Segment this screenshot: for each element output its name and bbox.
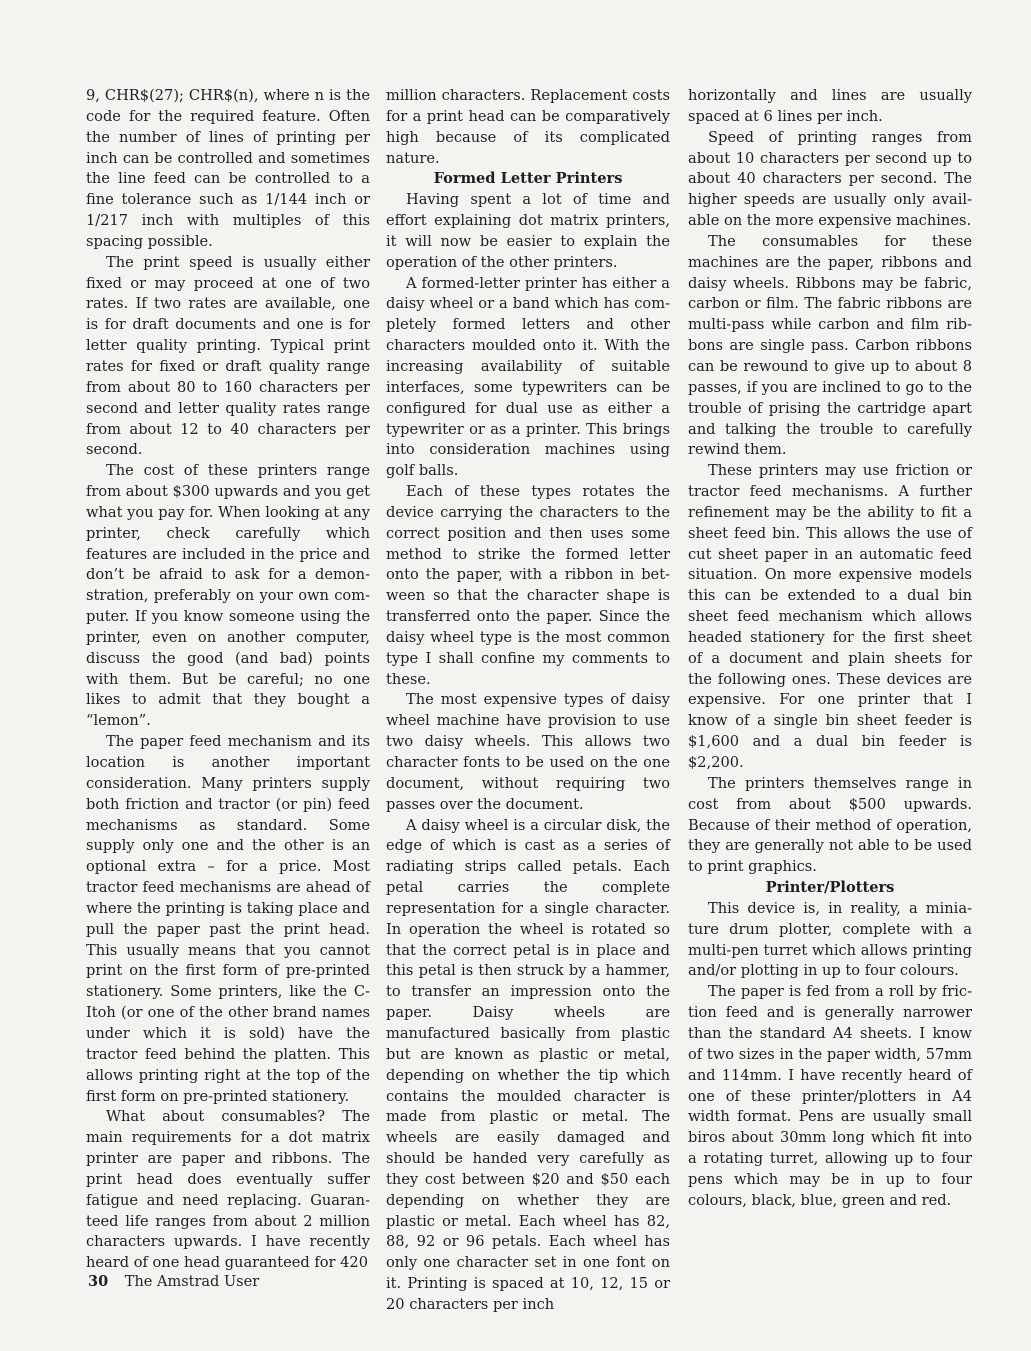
text-column-3	[688, 86, 972, 1212]
section-heading: Printer/Plotters	[765, 879, 895, 897]
paragraph: The print speed is usually either fixed or may proceed at one of two rates. If two rates are available, one is for draft documents and one is for letter quality printing. Typical print rates for fixed or draft quality range from about 80 to 160 characters per second and letter quality rates range from about 12 to 40 characters per second.	[86, 253, 370, 459]
paragraph: million characters. Replacement costs for a print head can be comparatively high because of its complicated nature.	[386, 87, 670, 167]
paragraph: The paper is fed from a roll by friction feed and is generally narrower than the standard A4 sheets. I know of two sizes in the paper width, 57mm and 114mm. I have recently heard of one of these printer/plotters in A4 width format. Pens are usually small biros about 30mm long which fit into a rotating turret, allowing up to four pens which may be in up to four colours, black, blue, green and red.	[688, 983, 972, 1209]
paragraph: The consumables for these machines are the paper, ribbons and daisy wheels. Ribbons may be fabric, carbon or film. The fabric ribbons are multi-pass while carbon and film ribbons are single pass. Carbon ribbons can be rewound to give up to about 8 passes, if you are inclined to go to the trouble of prising the cartridge apart and talking the trouble to carefully rewind them.	[688, 232, 972, 459]
paragraph: A daisy wheel is a circular disk, the edge of which is cast as a series of radiating strips called petals. Each petal carries the complete representation for a single character. In operation the wheel is rotated so that the correct petal is in place and this petal is then struck by a hammer, to transfer an impression onto the paper. Daisy wheels are manufactured basically from plastic but are known as plastic or metal, depending on whether the tip which contains the moulded character is made from plastic or metal. The wheels are easily damaged and should be handed very carefully as they cost between $20 and $50 each depending on whether they are plastic or metal. Each wheel has 82, 88, 92 or 96 petals. Each wheel has only one character set in one font on it. Printing is spaced at 10, 12, 15 or 20 characters per inch	[386, 816, 670, 1313]
paragraph: 9, CHR$(27); CHR$(n), where n is the code for the required feature. Often the number of lines of printing per inch can be controlled and sometimes the line feed can be controlled to a fine tolerance such as 1/144 inch or 1/217 inch with multiples of this spacing possible.	[86, 87, 370, 250]
paragraph: These printers may use friction or tractor feed mechanisms. A further refinement may be the ability to fit a sheet feed bin. This allows the use of cut sheet paper in an automatic feed situation. On more expensive models this can be extended to a dual bin sheet feed mechanism which allows headed stationery for the first sheet of a document and plain sheets for the following ones. These devices are expensive. For one printer that I know of a single bin sheet feeder is $1,600 and a dual bin feeder is $2,200.	[688, 462, 972, 771]
paragraph: horizontally and lines are usually spaced at 6 lines per inch.	[688, 87, 972, 125]
text-column-1	[86, 86, 370, 1274]
page-number: 30	[88, 1273, 109, 1290]
paragraph: What about consumables? The main requirements for a dot matrix printer are paper and ribbons. The print head does eventually suffer fatigue and need replacing. Guaranteed life ranges from about 2 million characters upwards. I have recently heard of one head guaranteed for 420	[86, 1108, 370, 1272]
publication-name: The Amstrad User	[124, 1274, 260, 1290]
paragraph: Each of these types rotates the device carrying the characters to the correct position and then uses some method to strike the formed letter onto the paper, with a ribbon in between so that the character shape is transferred onto the paper. Since the daisy wheel type is the most common type I shall confine my comments to these.	[386, 483, 670, 688]
paragraph: The printers themselves range in cost from about $500 upwards. Because of their method of operation, they are generally not able to be used to print graphics.	[688, 774, 972, 876]
paragraph: The paper feed mechanism and its location is another important consideration. Many printers supply both friction and tractor (or pin) feed mechanisms as standard. Some supply only one and the other is an optional extra – for a price. Most tractor feed mechanisms are ahead of where the printing is taking place and pull the paper past the print head. This usually means that you cannot print on the first form of pre-printed stationery. Some printers, like the C-Itoh (or one of the other brand names under which it is sold) have the tractor feed behind the platten. This allows printing right at the top of the first form on pre-printed stationery.	[86, 733, 370, 1105]
section-heading: Formed Letter Printers	[433, 170, 623, 188]
text-column-2	[386, 86, 670, 1316]
paragraph: Speed of printing ranges from about 10 characters per second up to about 40 characters per second. The higher speeds are usually only available on the more expensive machines.	[688, 128, 972, 230]
paragraph: The most expensive types of daisy wheel machine have provision to use two daisy wheels. This allows two character fonts to be used on the one document, without requiring two passes over the document.	[386, 691, 670, 813]
paragraph: The cost of these printers range from about $300 upwards and you get what you pay for. When looking at any printer, check carefully which features are included in the price and don’t be afraid to ask for a demonstration, preferably on your own computer. If you know someone using the printer, even on another computer, discuss the good (and bad) points with them. But be careful; no one likes to admit that they bought a “lemon”.	[86, 462, 370, 730]
paragraph: This device is, in reality, a miniature drum plotter, complete with a multi-pen turret which allows printing and/or plotting in up to four colours.	[688, 899, 972, 980]
paragraph: A formed-letter printer has either a daisy wheel or a band which has completely formed letters and other characters moulded onto it. With the increasing availability of suitable interfaces, some typewriters can be configured for dual use as either a typewriter or as a printer. This brings into consideration machines using golf balls.	[386, 274, 670, 480]
paragraph: Having spent a lot of time and effort explaining dot matrix printers, it will now be easier to explain the operation of the other printers.	[386, 191, 670, 271]
page-footer	[88, 1273, 259, 1290]
